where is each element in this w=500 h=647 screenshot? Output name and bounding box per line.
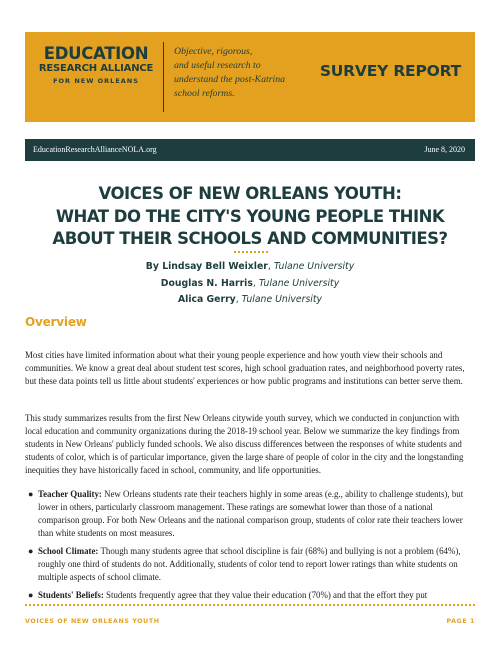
title-line: ABOUT THEIR SCHOOLS AND COMMUNITIES? xyxy=(52,229,448,248)
tagline-line: understand the post-Katrina xyxy=(174,74,286,85)
author-affiliation: Tulane University xyxy=(258,277,340,289)
title-divider-dots xyxy=(234,251,268,255)
author-entry: By Lindsay Bell Weixler, Tulane University xyxy=(145,261,355,272)
finding-text: Though many students agree that school discipline is fair (68%) and bullying is not a problem (64%), roughly one third of students do not. Additionally, students of color tend to report lower ratings than white students on multiple aspects of school climate. xyxy=(38,546,461,582)
overview-paragraph: Most cities have limited information about what their young people experience and how youth view their schools and communities. We know a great deal about student test scores, high school graduation rates, and neighborhood poverty rates, but these data points tell us little about students' experiences or how public programs and institutions can better serve them. xyxy=(25,350,465,386)
author-entry: Douglas N. Harris, Tulane University xyxy=(160,277,340,289)
author-name: Lindsay Bell Weixler xyxy=(162,261,268,272)
finding-item xyxy=(25,545,475,584)
tagline-line: Objective, rigorous, xyxy=(174,46,253,57)
footer-running-title: VOICES OF NEW ORLEANS YOUTH xyxy=(25,618,160,625)
finding-lead: School Climate: xyxy=(38,546,99,556)
finding-item xyxy=(25,488,475,540)
tagline-line: and useful research to xyxy=(174,60,261,71)
report-type-label: SURVEY REPORT xyxy=(319,62,461,80)
author-name: Douglas N. Harris xyxy=(160,277,253,289)
title-line: WHAT DO THE CITY'S YOUNG PEOPLE THINK xyxy=(55,206,445,226)
author-affiliation: Tulane University xyxy=(241,294,323,305)
author-list xyxy=(25,259,475,309)
tagline-line: school reforms. xyxy=(174,88,235,99)
finding-lead: Teacher Quality: xyxy=(38,489,102,499)
author-entry: Alica Gerry, Tulane University xyxy=(177,294,323,305)
tagline xyxy=(174,45,339,101)
finding-lead: Students' Beliefs: xyxy=(38,590,104,600)
key-findings-list xyxy=(25,488,475,607)
finding-text: New Orleans students rate their teachers highly in some areas (e.g., ability to challenge students), but lower in others, particularly classroom management. These ratings are somewhat lower than those of a national comparison group. For both New Orleans and the national comparison group, students of color rate their teachers lower than white students on most measures. xyxy=(38,489,464,538)
section-heading-overview: Overview xyxy=(25,315,87,329)
header-divider xyxy=(163,42,164,112)
bullet-icon: ● xyxy=(28,489,34,499)
info-bar xyxy=(25,139,475,161)
logo-line-3: FOR NEW ORLEANS xyxy=(53,77,139,85)
overview-paragraph: This study summarizes results from the first New Orleans citywide youth survey, which we conducted in conjunction with local education and community organizations during the 2018-19 school year. Below we summarize the key findings from students in New Orleans' publicly funded schools. We also discuss differences between the responses of white students and students of color, which is of particular importance, given the large share of people of color in the city and the longstanding inequities they have historically faced in school, community, and life opportunities. xyxy=(25,413,464,475)
finding-item xyxy=(25,589,475,602)
era-logo xyxy=(37,45,155,87)
bullet-icon: ● xyxy=(28,590,34,600)
logo-line-2: RESEARCH ALLIANCE xyxy=(38,63,154,74)
title-line: VOICES OF NEW ORLEANS YOUTH: xyxy=(98,184,402,203)
website-link[interactable]: EducationResearchAllianceNOLA.org xyxy=(33,145,157,154)
report-header-banner xyxy=(25,32,475,122)
author-name: Alica Gerry xyxy=(177,294,236,305)
logo-line-1: EDUCATION xyxy=(43,44,149,63)
finding-text: Students frequently agree that they value their education (70%) and that the effort they put xyxy=(103,590,428,600)
author-prefix: By xyxy=(145,261,163,272)
footer-page-number: PAGE 1 xyxy=(446,618,475,625)
bullet-icon: ● xyxy=(28,546,34,556)
footer-divider-dots xyxy=(25,604,475,606)
report-title xyxy=(25,183,475,251)
author-affiliation: Tulane University xyxy=(273,261,355,272)
report-date: June 8, 2020 xyxy=(424,145,465,154)
